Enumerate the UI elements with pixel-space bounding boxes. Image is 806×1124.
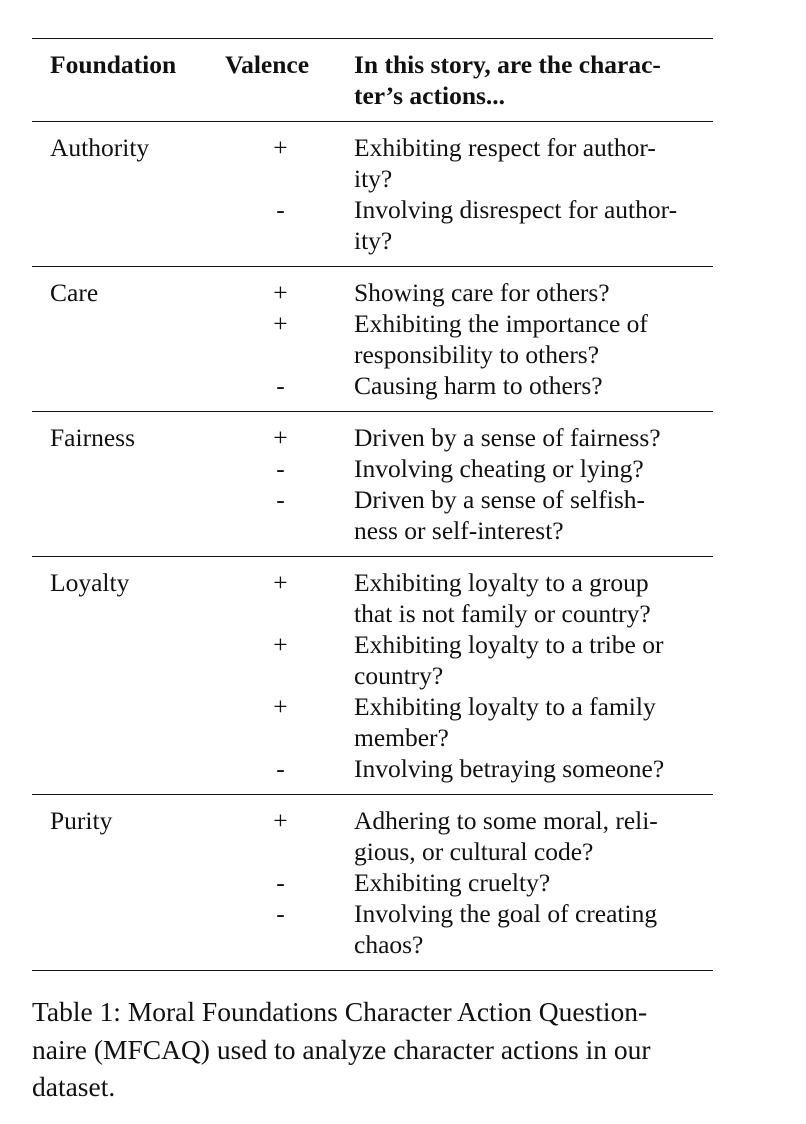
question-line: Exhibiting respect for author- bbox=[354, 133, 656, 162]
table-section-care bbox=[32, 267, 713, 412]
valence-cell: + bbox=[273, 423, 288, 452]
valence-cell: - bbox=[276, 485, 285, 514]
question-cell bbox=[354, 805, 713, 867]
question-cell bbox=[354, 277, 713, 308]
header-question-line2: ter’s actions... bbox=[354, 81, 506, 110]
question-line: Exhibiting loyalty to a tribe or bbox=[354, 630, 664, 659]
foundation-cell-empty bbox=[32, 194, 207, 256]
question-line: ness or self-interest? bbox=[354, 516, 564, 545]
question-line: Involving disrespect for author- bbox=[354, 195, 678, 224]
valence-cell: - bbox=[276, 454, 285, 483]
question-line: Showing care for others? bbox=[354, 278, 610, 307]
question-line: chaos? bbox=[354, 930, 424, 959]
question-line: that is not family or country? bbox=[354, 599, 651, 628]
table-row bbox=[32, 370, 713, 401]
question-line: country? bbox=[354, 661, 444, 690]
question-line: Involving the goal of creating bbox=[354, 899, 658, 928]
table-row bbox=[32, 484, 713, 546]
foundation-cell-empty bbox=[32, 453, 207, 484]
valence-cell: - bbox=[276, 899, 285, 928]
caption-line2: naire (MFCAQ) used to analyze character actions in our bbox=[32, 1033, 651, 1065]
table-row bbox=[32, 629, 713, 691]
question-cell bbox=[354, 194, 713, 256]
question-cell bbox=[354, 484, 713, 546]
table-row bbox=[32, 132, 713, 194]
valence-cell: + bbox=[273, 692, 288, 721]
mfcaq-table bbox=[32, 38, 713, 971]
foundation-cell-empty bbox=[32, 370, 207, 401]
header-question-line1: In this story, are the charac- bbox=[354, 50, 661, 79]
table-row bbox=[32, 805, 713, 867]
table-caption bbox=[32, 993, 716, 1106]
foundation-cell-empty bbox=[32, 691, 207, 753]
question-line: Exhibiting cruelty? bbox=[354, 868, 551, 897]
valence-cell: - bbox=[276, 868, 285, 897]
foundation-cell-empty bbox=[32, 484, 207, 546]
foundation-cell-empty bbox=[32, 629, 207, 691]
foundation-cell-empty bbox=[32, 308, 207, 370]
question-line: Exhibiting loyalty to a family bbox=[354, 692, 656, 721]
table-row bbox=[32, 453, 713, 484]
foundation-cell: Fairness bbox=[50, 423, 135, 452]
table-section-purity bbox=[32, 795, 713, 970]
table-row bbox=[32, 567, 713, 629]
valence-cell: + bbox=[273, 806, 288, 835]
foundation-cell: Loyalty bbox=[50, 568, 130, 597]
question-line: Exhibiting loyalty to a group bbox=[354, 568, 649, 597]
foundation-cell-empty bbox=[32, 867, 207, 898]
table-header-row bbox=[32, 39, 713, 122]
valence-cell: + bbox=[273, 278, 288, 307]
valence-cell: + bbox=[273, 630, 288, 659]
valence-cell: + bbox=[273, 568, 288, 597]
table-row bbox=[32, 691, 713, 753]
question-cell bbox=[354, 867, 713, 898]
table-section-loyalty bbox=[32, 557, 713, 795]
foundation-cell-empty bbox=[32, 753, 207, 784]
question-line: member? bbox=[354, 723, 449, 752]
question-cell bbox=[354, 753, 713, 784]
question-cell bbox=[354, 898, 713, 960]
table-row bbox=[32, 867, 713, 898]
header-question bbox=[354, 49, 713, 111]
foundation-cell-empty bbox=[32, 898, 207, 960]
table-row bbox=[32, 898, 713, 960]
table-row bbox=[32, 277, 713, 308]
table-section-fairness bbox=[32, 412, 713, 557]
header-valence: Valence bbox=[225, 50, 310, 79]
question-cell bbox=[354, 308, 713, 370]
caption-line1: Table 1: Moral Foundations Character Action Question- bbox=[32, 996, 648, 1027]
valence-cell: - bbox=[276, 371, 285, 400]
question-cell bbox=[354, 132, 713, 194]
table-row bbox=[32, 753, 713, 784]
table-body bbox=[32, 122, 713, 970]
question-line: ity? bbox=[354, 164, 393, 193]
question-line: Exhibiting the importance of bbox=[354, 309, 648, 338]
table-row bbox=[32, 308, 713, 370]
question-line: Involving betraying someone? bbox=[354, 754, 665, 783]
valence-cell: - bbox=[276, 754, 285, 783]
question-line: Driven by a sense of fairness? bbox=[354, 423, 661, 452]
caption-line3: dataset. bbox=[32, 1071, 116, 1102]
table-row bbox=[32, 422, 713, 453]
question-cell bbox=[354, 629, 713, 691]
question-cell bbox=[354, 567, 713, 629]
question-line: gious, or cultural code? bbox=[354, 837, 594, 866]
question-line: ity? bbox=[354, 226, 393, 255]
valence-cell: - bbox=[276, 195, 285, 224]
question-cell bbox=[354, 691, 713, 753]
question-line: Driven by a sense of selfish- bbox=[354, 485, 646, 514]
question-cell bbox=[354, 422, 713, 453]
question-line: Involving cheating or lying? bbox=[354, 454, 644, 483]
valence-cell: + bbox=[273, 309, 288, 338]
foundation-cell: Purity bbox=[50, 806, 113, 835]
table-row bbox=[32, 194, 713, 256]
question-line: Causing harm to others? bbox=[354, 371, 603, 400]
foundation-cell: Authority bbox=[50, 133, 150, 162]
valence-cell: + bbox=[273, 133, 288, 162]
foundation-cell: Care bbox=[50, 278, 99, 307]
question-line: Adhering to some moral, reli- bbox=[354, 806, 658, 835]
question-cell bbox=[354, 453, 713, 484]
question-cell bbox=[354, 370, 713, 401]
table-section-authority bbox=[32, 122, 713, 267]
question-line: responsibility to others? bbox=[354, 340, 600, 369]
header-foundation: Foundation bbox=[50, 50, 177, 79]
